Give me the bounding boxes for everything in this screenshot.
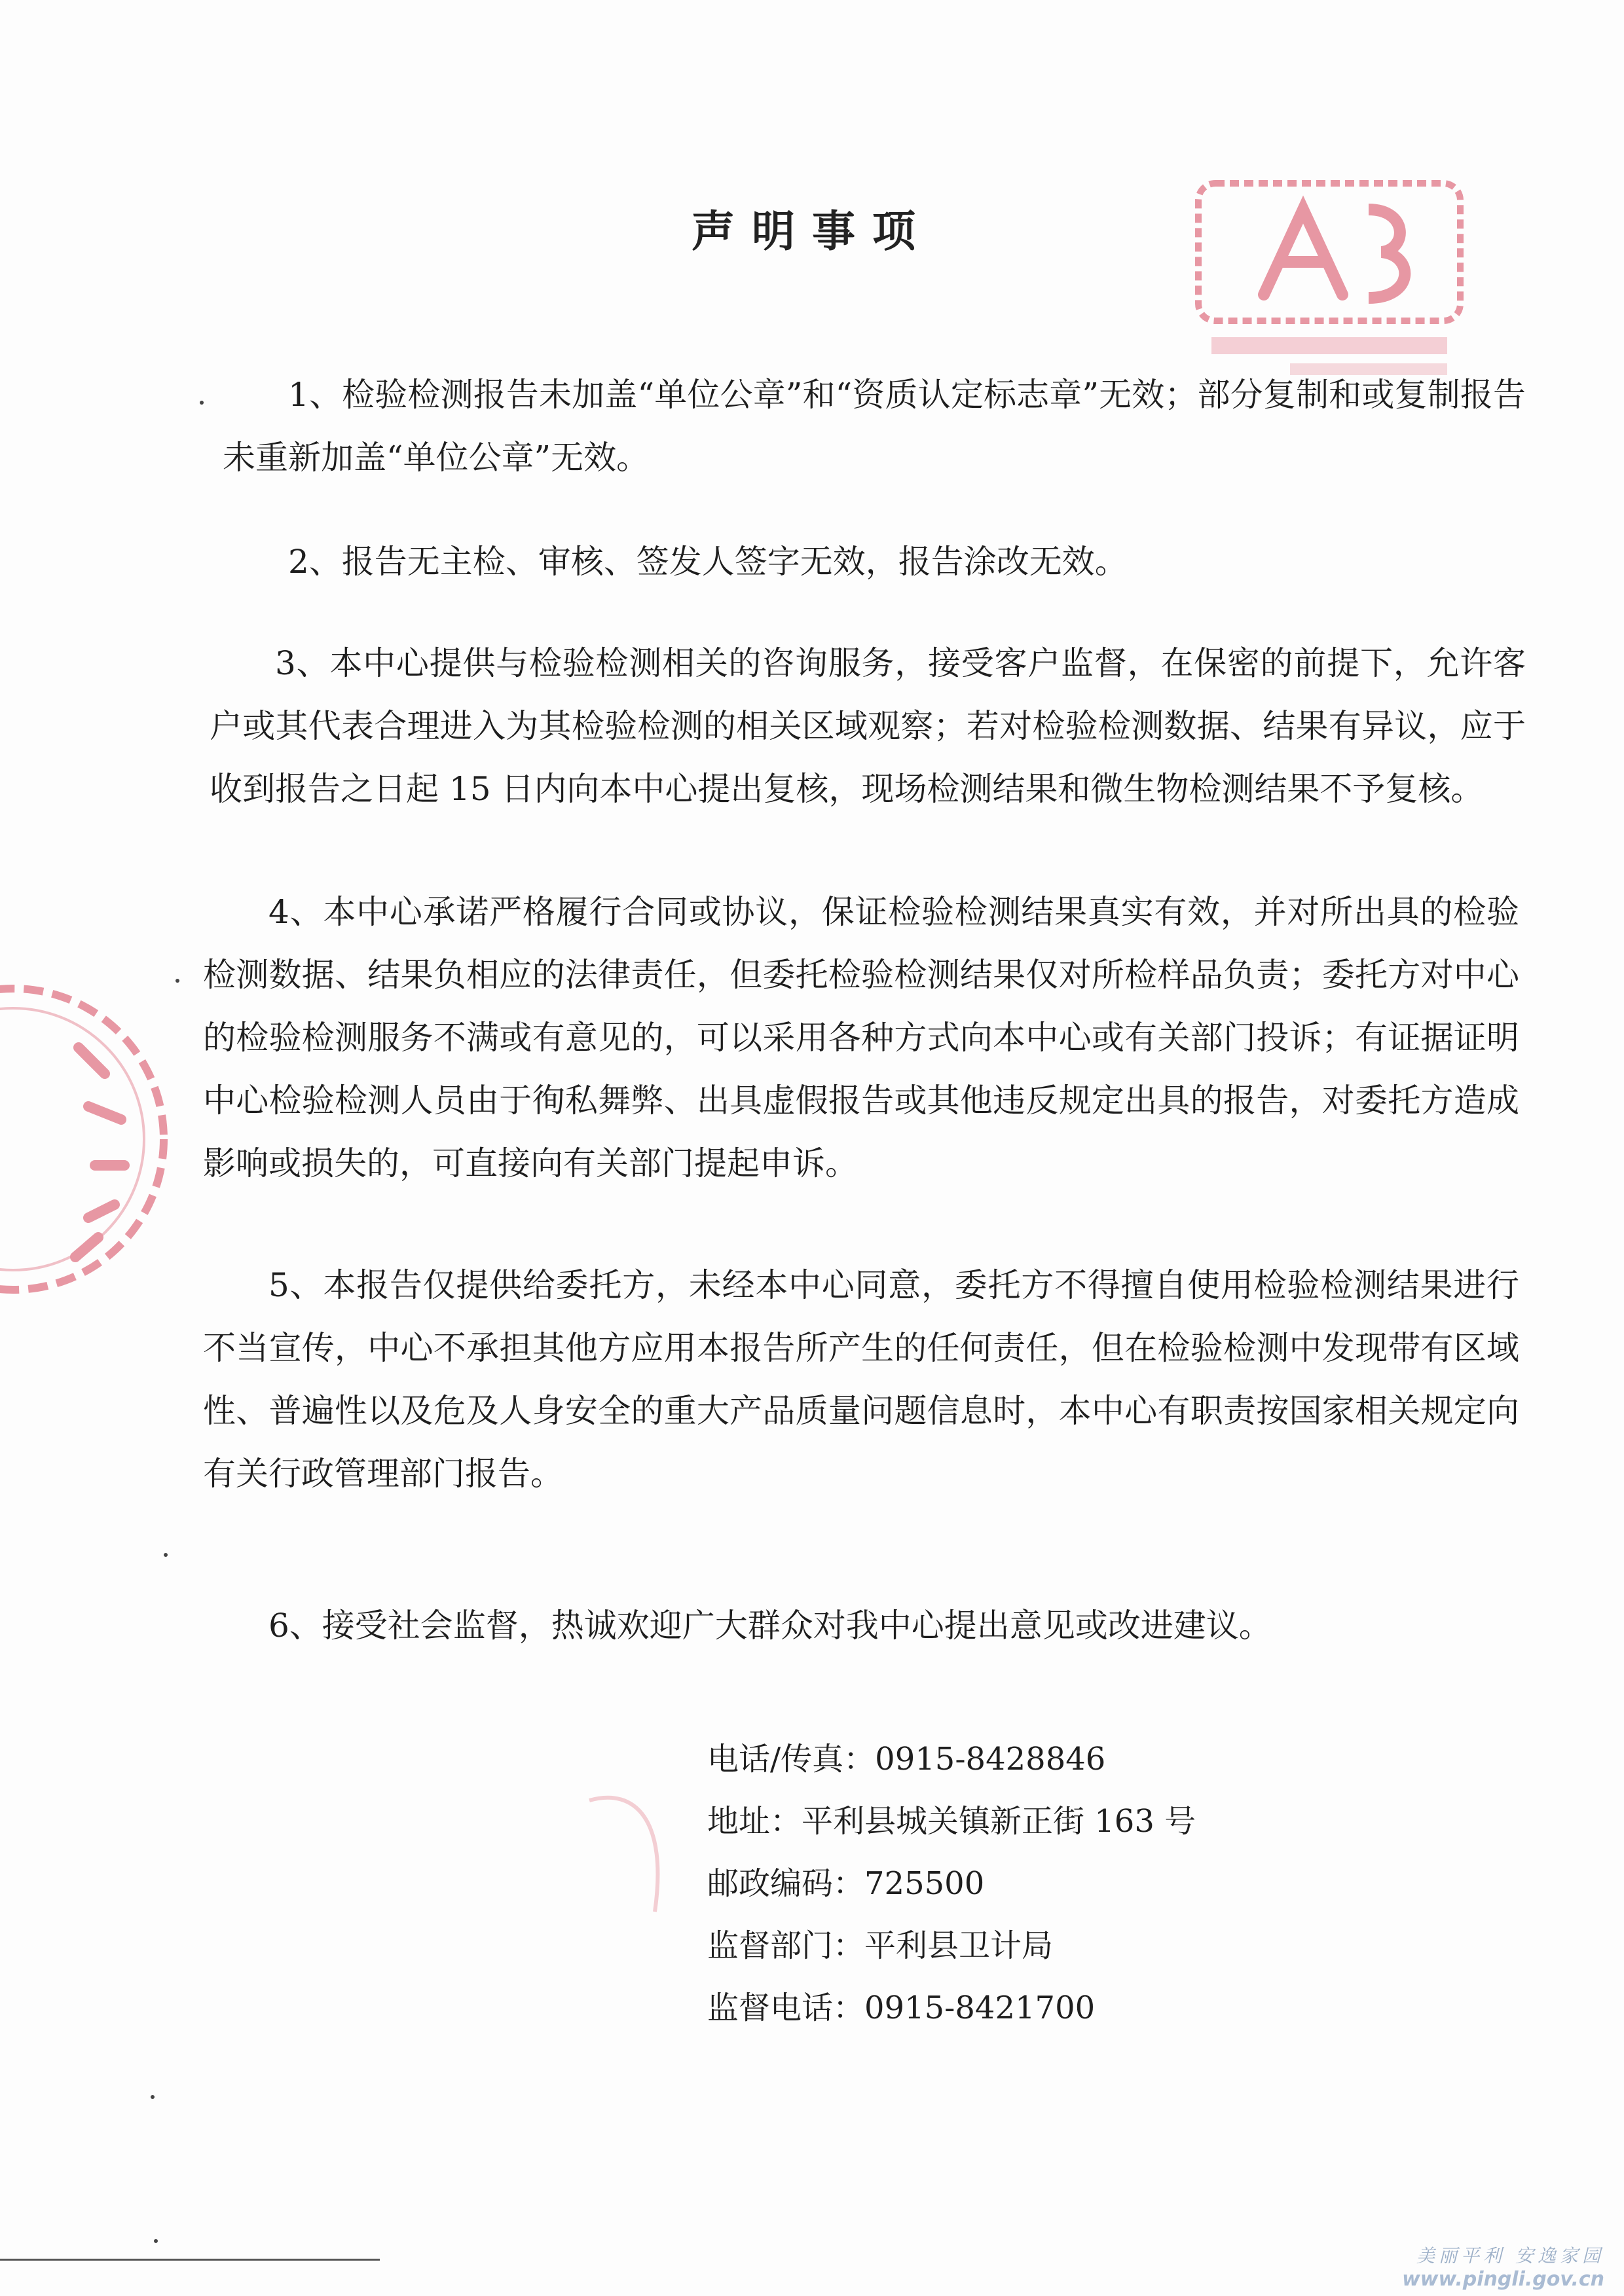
statement-paragraph-1: 1、检验检测报告未加盖“单位公章”和“资质认定标志章”无效；部分复制和或复制报告未重新加盖“单位公章”无效。 <box>223 376 1526 477</box>
official-seal <box>0 969 170 1309</box>
statement-paragraph-5: 5、本报告仅提供给委托方，未经本中心同意，委托方不得擅自使用检验检测结果进行不当宣传，中心不承担其他方应用本报告所产生的任何责任，但在检验检测中发现带有区域性、普遍性以及危及人身安全的重大产品质量问题信息时，本中心有职责按国家相关规定向有关行政管理部门报告。 <box>203 1266 1519 1493</box>
statement-paragraph-3: 3、本中心提供与检验检测相关的咨询服务，接受客户监督，在保密的前提下，允许客户或其代表合理进入为其检验检测的相关区域观察；若对检验检测数据、结果有异议，应于收到报告之日起 15 日内向本中心提出复核，现场检测结果和微生物检测结果不予复核。 <box>210 644 1526 808</box>
statement-paragraph-6: 6、接受社会监督，热诚欢迎广大群众对我中心提出意见或改进建议。 <box>268 1607 1272 1645</box>
contact-address: 地址：平利县城关镇新正街 163 号 <box>707 1803 1196 1840</box>
watermark-slogan: 美丽平利 安逸家园 <box>1416 2245 1604 2267</box>
contact-postcode: 邮政编码：725500 <box>707 1865 985 1902</box>
scan-speck <box>200 401 204 405</box>
contact-supervisor: 监督部门：平利县卫计局 <box>707 1927 1054 1964</box>
faint-stamp-mark <box>576 1781 681 1925</box>
contact-block <box>707 1728 1196 2039</box>
bottom-rule-divider <box>0 2259 380 2261</box>
page-title: 声明事项 <box>692 206 932 257</box>
scan-speck <box>151 2095 155 2099</box>
contact-phone-fax: 电话/传真：0915-8428846 <box>707 1741 1106 1777</box>
statement-paragraph-2: 2、报告无主检、审核、签发人签字无效，报告涂改无效。 <box>288 543 1128 581</box>
site-watermark <box>1402 2242 1604 2291</box>
watermark-url: www.pingli.gov.cn <box>1402 2268 1604 2291</box>
scan-speck <box>175 979 179 983</box>
scan-speck <box>154 2239 158 2243</box>
contact-supervisor-phone: 监督电话：0915-8421700 <box>707 1990 1096 2026</box>
statement-paragraph-4: 4、本中心承诺严格履行合同或协议，保证检验检测结果真实有效，并对所出具的检验检测数据、结果负相应的法律责任，但委托检验检测结果仅对所检样品负责；委托方对中心的检验检测服务不满或有意见的，可以采用各种方式向本中心或有关部门投诉；有证据证明中心检验检测人员由于徇私舞弊、出具虚假报告或其他违反规定出具的报告，对委托方造成影响或损失的，可直接向有关部门提起申诉。 <box>203 893 1519 1182</box>
scan-speck <box>164 1553 168 1557</box>
